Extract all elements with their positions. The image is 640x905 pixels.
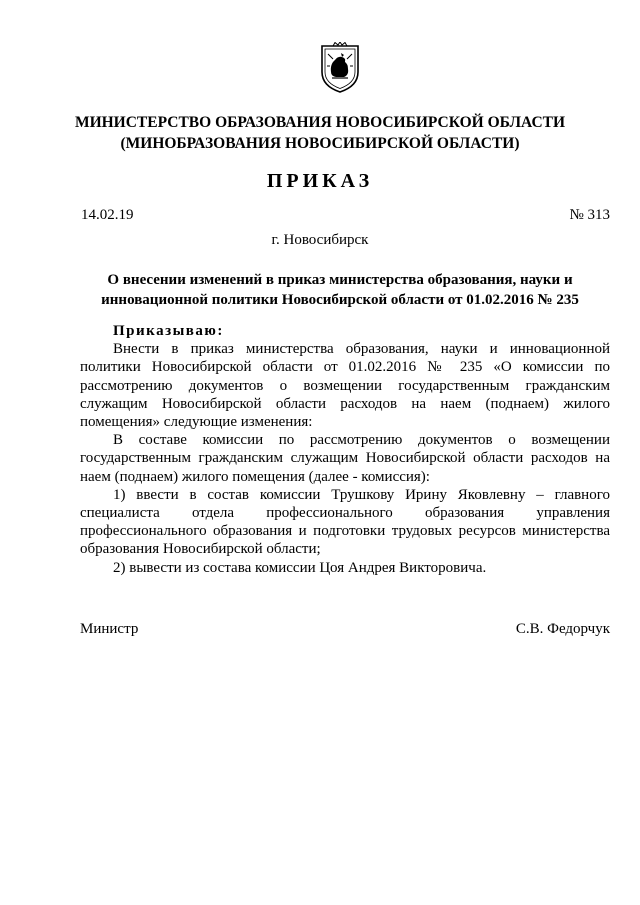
signer-position: Министр xyxy=(80,621,139,637)
document-type-title: ПРИКАЗ xyxy=(266,170,374,192)
signer-name: С.В. Федорчук xyxy=(515,621,610,637)
body-paragraph: Внести в приказ министерства образования, науки и инновационной политики Новосибирской области от 01.02.2016 № 235 «О комиссии по рассмотрению документов о возмещении государственным гражданским служащим Новосибирской области расходов на наем (поднаем) жилого помещения» следующие изменения: xyxy=(80,341,610,431)
subject-line-2: инновационной политики Новосибирской области от 01.02.2016 № 235 xyxy=(101,292,579,308)
coat-of-arms-icon xyxy=(318,42,362,94)
document-date: 14.02.19 xyxy=(81,207,134,223)
ministry-name: МИНИСТЕРСТВО ОБРАЗОВАНИЯ НОВОСИБИРСКОЙ ОБЛАСТИ xyxy=(74,114,566,131)
document-body xyxy=(80,322,610,577)
order-word: Приказываю: xyxy=(113,323,224,339)
document-number: № 313 xyxy=(569,207,610,223)
subject-line-1: О внесении изменений в приказ министерства образования, науки и xyxy=(107,272,573,288)
document-city: г. Новосибирск xyxy=(271,232,369,248)
ministry-short-name: (МИНОБРАЗОВАНИЯ НОВОСИБИРСКОЙ ОБЛАСТИ) xyxy=(120,135,520,152)
body-paragraph: В составе комиссии по рассмотрению документов о возмещении государственным гражданским служащим Новосибирской области расходов на наем (поднаем) жилого помещения (далее - комиссия): xyxy=(80,432,610,485)
document-subject xyxy=(88,270,592,310)
body-paragraph: 1) ввести в состав комиссии Трушкову Ирину Яковлевну – главного специалиста отдела профессионального образования управления профессионального образования и подготовки трудовых ресурсов министерства образования Новосибирской области; xyxy=(80,486,610,558)
body-paragraph: 2) вывести из состава комиссии Цоя Андрея Викторовича. xyxy=(113,559,487,576)
